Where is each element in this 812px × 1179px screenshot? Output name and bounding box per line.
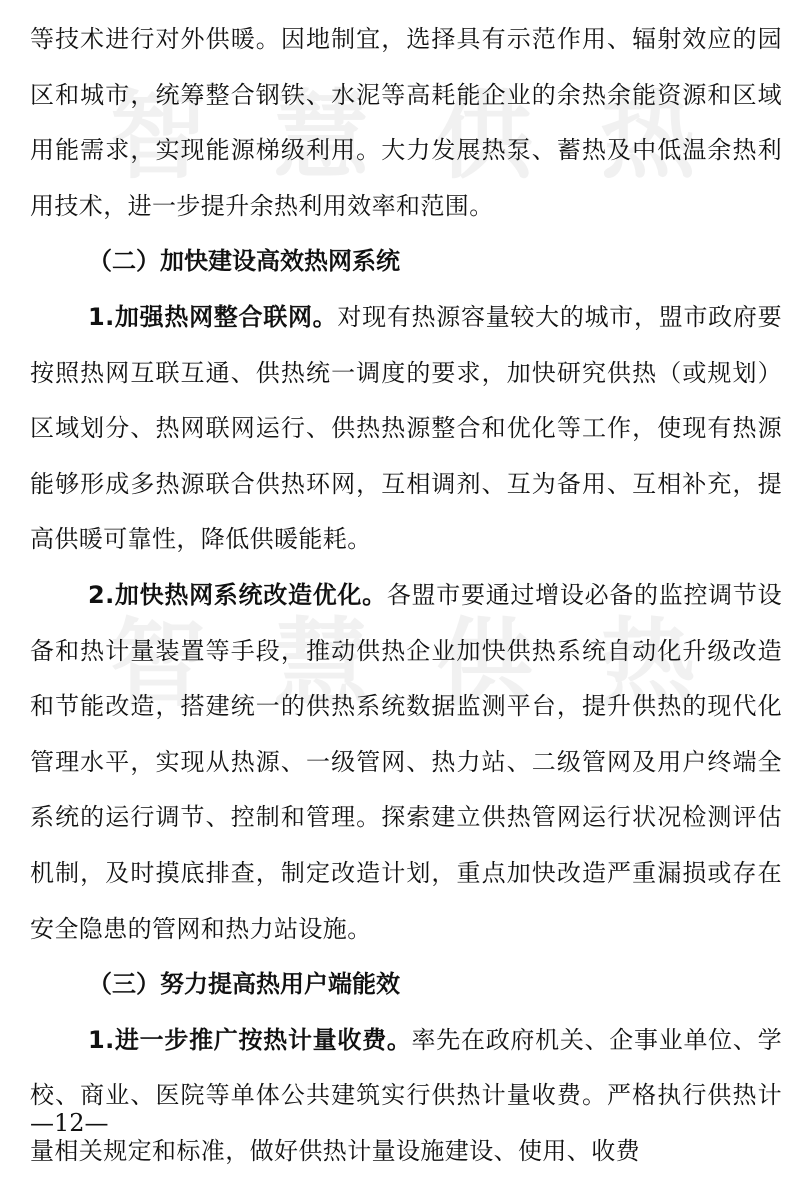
watermark-char: 供 <box>436 608 547 720</box>
item-lead: 2.加快热网系统改造优化。 <box>88 580 387 609</box>
page-number: —12— <box>30 1109 109 1137</box>
paragraph-continued: 等技术进行对外供暖。因地制宜，选择具有示范作用、辐射效应的园区和城市，统筹整合钢铁、水泥等高耗能企业的余热余能资源和区域用能需求，实现能源梯级利用。大力发展热泵、蓄热及中低温余热利用技术，进一步提升余热利用效率和范围。 <box>30 25 782 220</box>
document-body <box>30 12 782 1179</box>
watermark-char: 热 <box>599 608 710 720</box>
item-text: 率先在政府机关、企事业单位、学校、商业、医院等单体公共建筑实行供热计量收费。严格执行供热计量相关规定和标准，做好供热计量设施建设、使用、收费 <box>30 1025 782 1165</box>
watermark-char: 智 <box>110 80 220 192</box>
watermark-char: 慧 <box>273 80 384 192</box>
paragraph-item <box>30 290 782 568</box>
item-lead: 1.进一步推广按热计量收费。 <box>88 1025 412 1054</box>
watermark-char: 慧 <box>273 608 384 720</box>
item-text: 各盟市要通过增设必备的监控调节设备和热计量装置等手段，推动供热企业加快供热系统自动化升级改造和节能改造，搭建统一的供热系统数据监测平台，提升供热的现代化管理水平，实现从热源、一级管网、热力站、二级管网及用户终端全系统的运行调节、控制和管理。探索建立供热管网运行状况检测评估机制，及时摸底排查，制定改造计划，重点加快改造严重漏损或存在安全隐患的管网和热力站设施。 <box>30 580 782 943</box>
paragraph-item <box>30 1013 782 1179</box>
watermark-char: 智 <box>110 608 220 720</box>
watermark-char: 供 <box>436 80 547 192</box>
section-heading-3: （三）努力提高热用户端能效 <box>88 970 400 999</box>
section-heading-2: （二）加快建设高效热网系统 <box>88 247 400 276</box>
item-lead: 1.加强热网整合联网。 <box>88 302 338 331</box>
item-text: 对现有热源容量较大的城市，盟市政府要按照热网互联互通、供热统一调度的要求，加快研究供热（或规划）区域划分、热网联网运行、供热热源整合和优化等工作，使现有热源能够形成多热源联合供热环网，互相调剂、互为备用、互相补充，提高供暖可靠性，降低供暖能耗。 <box>30 302 783 554</box>
watermark-char: 热 <box>599 80 710 192</box>
paragraph-item <box>30 568 782 957</box>
